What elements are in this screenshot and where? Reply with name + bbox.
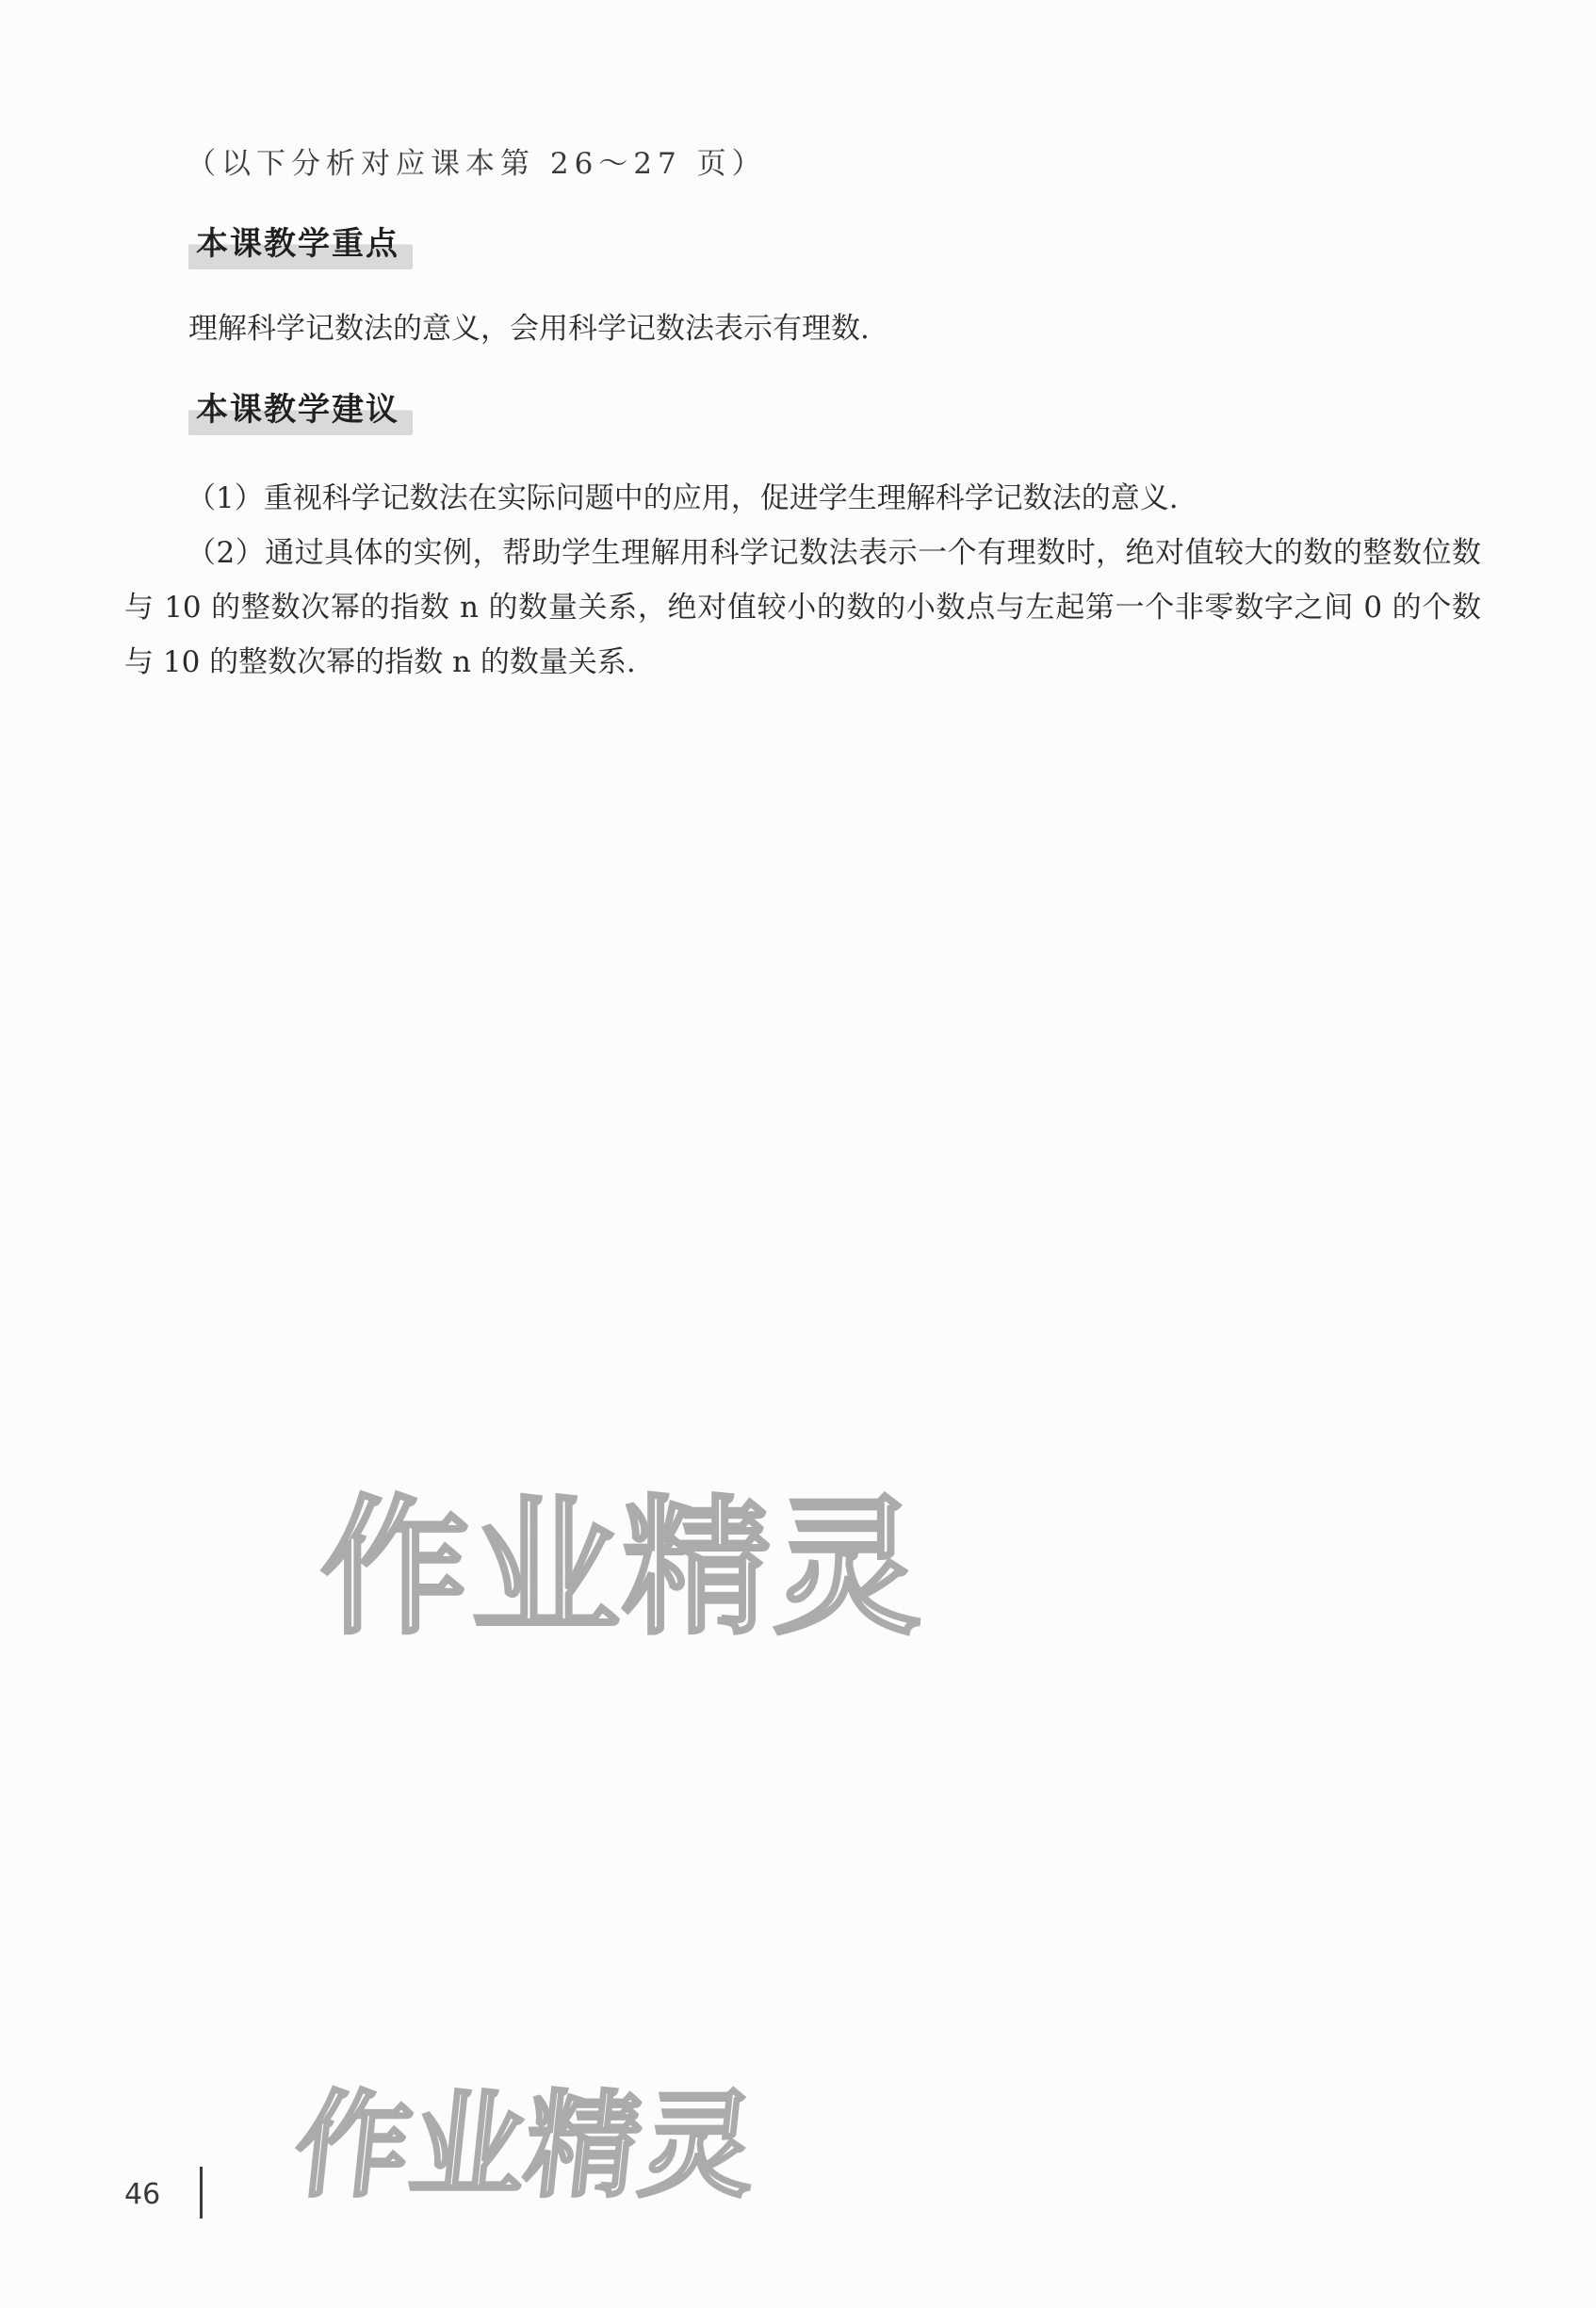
teaching-advice-item-2: （2）通过具体的实例，帮助学生理解用科学记数法表示一个有理数时，绝对值较大的数的整数位数与 10 的整数次幂的指数 n 的数量关系，绝对值较小的数的小数点与左起第一个非零数字之间 0 的个数与 10 的整数次幂的指数 n 的数量关系.: [124, 536, 1481, 679]
watermark-logo: 作业精灵: [288, 2079, 763, 2213]
section-heading-teaching-advice: 本课教学建议: [188, 380, 413, 435]
page-number: 46: [124, 2178, 161, 2211]
key-points-paragraph: 理解科学记数法的意义，会用科学记数法表示有理数.: [188, 312, 870, 346]
teaching-advice-list: [124, 471, 1481, 690]
page-number-rule: [200, 2167, 203, 2219]
watermark-logo: 作业精灵: [320, 1482, 923, 1655]
section-heading-key-points: 本课教学重点: [188, 214, 413, 269]
textbook-reference-note: （以下分析对应课本第 26～27 页）: [187, 147, 767, 181]
teaching-advice-item-1: （1）重视科学记数法在实际问题中的应用，促进学生理解科学记数法的意义.: [187, 481, 1179, 515]
